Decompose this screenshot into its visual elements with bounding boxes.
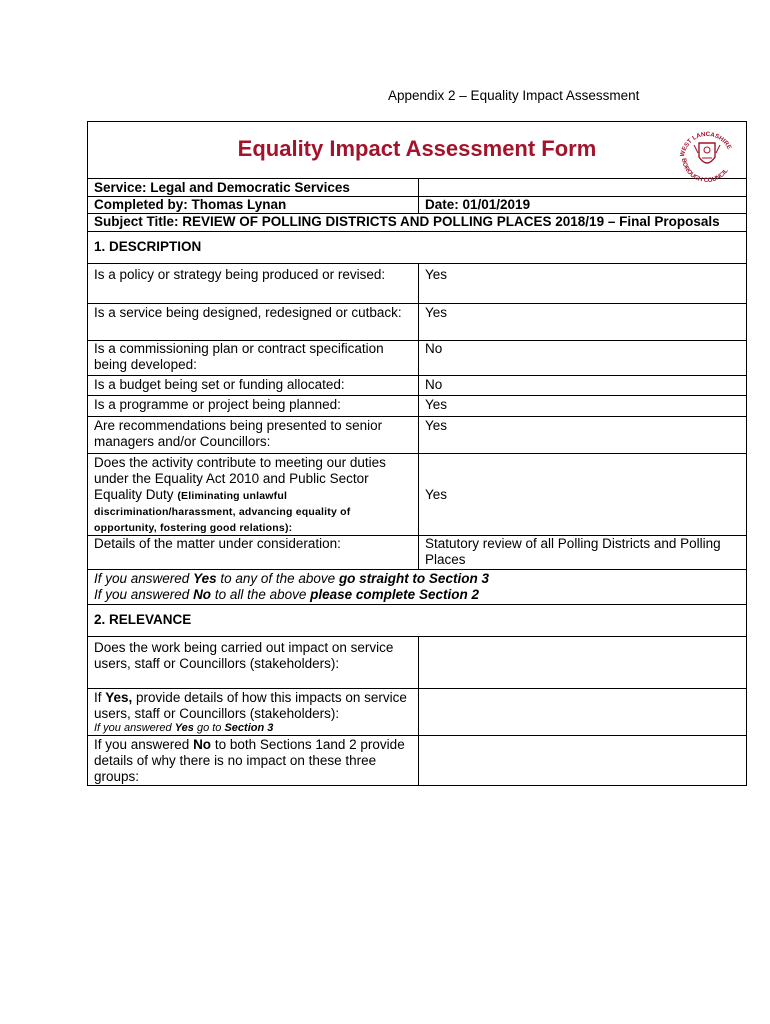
relevance-question-cell [88,736,419,786]
relevance-note [94,722,412,735]
section1-note-cell [88,570,747,605]
note-text: to any of the above [216,571,339,586]
description-row [88,396,747,417]
title-row [88,122,747,179]
description-row [88,376,747,396]
crest-label-top: WEST LANCASHIRE [679,130,733,158]
relevance-answer-cell [419,689,747,736]
question-cell: Is a commissioning plan or contract specification being developed: [88,341,419,376]
crest-label-bottom: BOROUGH COUNCIL [679,157,730,183]
section2-heading-row [88,605,747,637]
relevance-row [88,736,747,786]
svg-text:WEST LANCASHIRE [679,131,733,157]
duty-question-cell [88,454,419,536]
section2-heading: 2. RELEVANCE [88,605,747,637]
description-row [88,304,747,341]
description-row [88,264,747,304]
note-yes: Yes [193,571,217,586]
note-line-1 [94,571,740,587]
note-instruction: go straight to Section 3 [338,571,489,586]
question-yes: Yes, [105,690,133,705]
question-no: No [193,737,212,752]
duty-row [88,454,747,536]
relevance-row [88,637,747,689]
note-instruction: Section 3 [224,722,274,734]
eia-form [87,121,747,786]
duty-answer-cell: Yes [419,454,747,536]
question-cell: Are recommendations being presented to senior managers and/or Councillors: [88,417,419,454]
appendix-label: Appendix 2 – Equality Impact Assessment [388,88,640,103]
note-text: If you answered [94,722,175,734]
relevance-question-2 [94,690,412,722]
title-cell [88,122,747,183]
service-cell: Service: Legal and Democratic Services [88,179,419,197]
service-row [88,179,747,197]
svg-text:BOROUGH COUNCIL [680,158,730,183]
note-text: If you answered [94,571,194,586]
date-cell: Date: 01/01/2019 [419,197,747,214]
duty-note: (Eliminating unlawful discrimination/harassment, advancing equality of opportunity, fostering good relations): [94,490,351,534]
relevance-question-cell: Does the work being carried out impact on service users, staff or Councillors (stakeholders): [88,637,419,689]
subject-cell: Subject Title: REVIEW OF POLLING DISTRICTS AND POLLING PLACES 2018/19 – Final Proposals [88,214,747,232]
note-text: If you answered [94,587,194,602]
note-yes: Yes [174,722,194,734]
note-instruction: please complete Section 2 [310,587,479,602]
note-text: to all the above [211,587,311,602]
details-answer-cell: Statutory review of all Polling Districts and Polling Places [419,536,747,570]
relevance-answer-cell [419,637,747,689]
question-text: to both Sections 1and 2 provide details of why there is no impact on these three groups: [94,737,405,784]
question-cell: Is a budget being set or funding allocated: [88,376,419,396]
answer-cell: Yes [419,417,747,454]
duty-question: Does the activity contribute to meeting our duties under the Equality Act 2010 and Public Sector Equality Duty [94,455,386,502]
details-row [88,536,747,570]
relevance-question-cell [88,689,419,736]
section1-note-row [88,570,747,605]
answer-cell: No [419,376,747,396]
answer-cell: Yes [419,396,747,417]
form-title: Equality Impact Assessment Form [237,136,597,161]
answer-cell: No [419,341,747,376]
subject-row [88,214,747,232]
question-cell: Is a programme or project being planned: [88,396,419,417]
answer-cell: Yes [419,304,747,341]
council-crest-logo [672,125,742,183]
question-cell: Is a service being designed, redesigned or cutback: [88,304,419,341]
question-cell: Is a policy or strategy being produced or revised: [88,264,419,304]
answer-cell: Yes [419,264,747,304]
note-no: No [193,587,212,602]
section1-heading: 1. DESCRIPTION [88,232,747,264]
completed-row [88,197,747,214]
question-text: If you answered [94,737,194,752]
relevance-answer-cell [419,736,747,786]
details-question-cell: Details of the matter under consideration: [88,536,419,570]
description-row [88,341,747,376]
completed-by-cell: Completed by: Thomas Lynan [88,197,419,214]
note-text: go to [193,722,225,734]
note-line-2 [94,587,740,603]
section1-heading-row [88,232,747,264]
question-text: provide details of how this impacts on service users, staff or Councillors (stakeholders): [94,690,407,721]
description-row [88,417,747,454]
question-text: If [94,690,106,705]
relevance-row [88,689,747,736]
